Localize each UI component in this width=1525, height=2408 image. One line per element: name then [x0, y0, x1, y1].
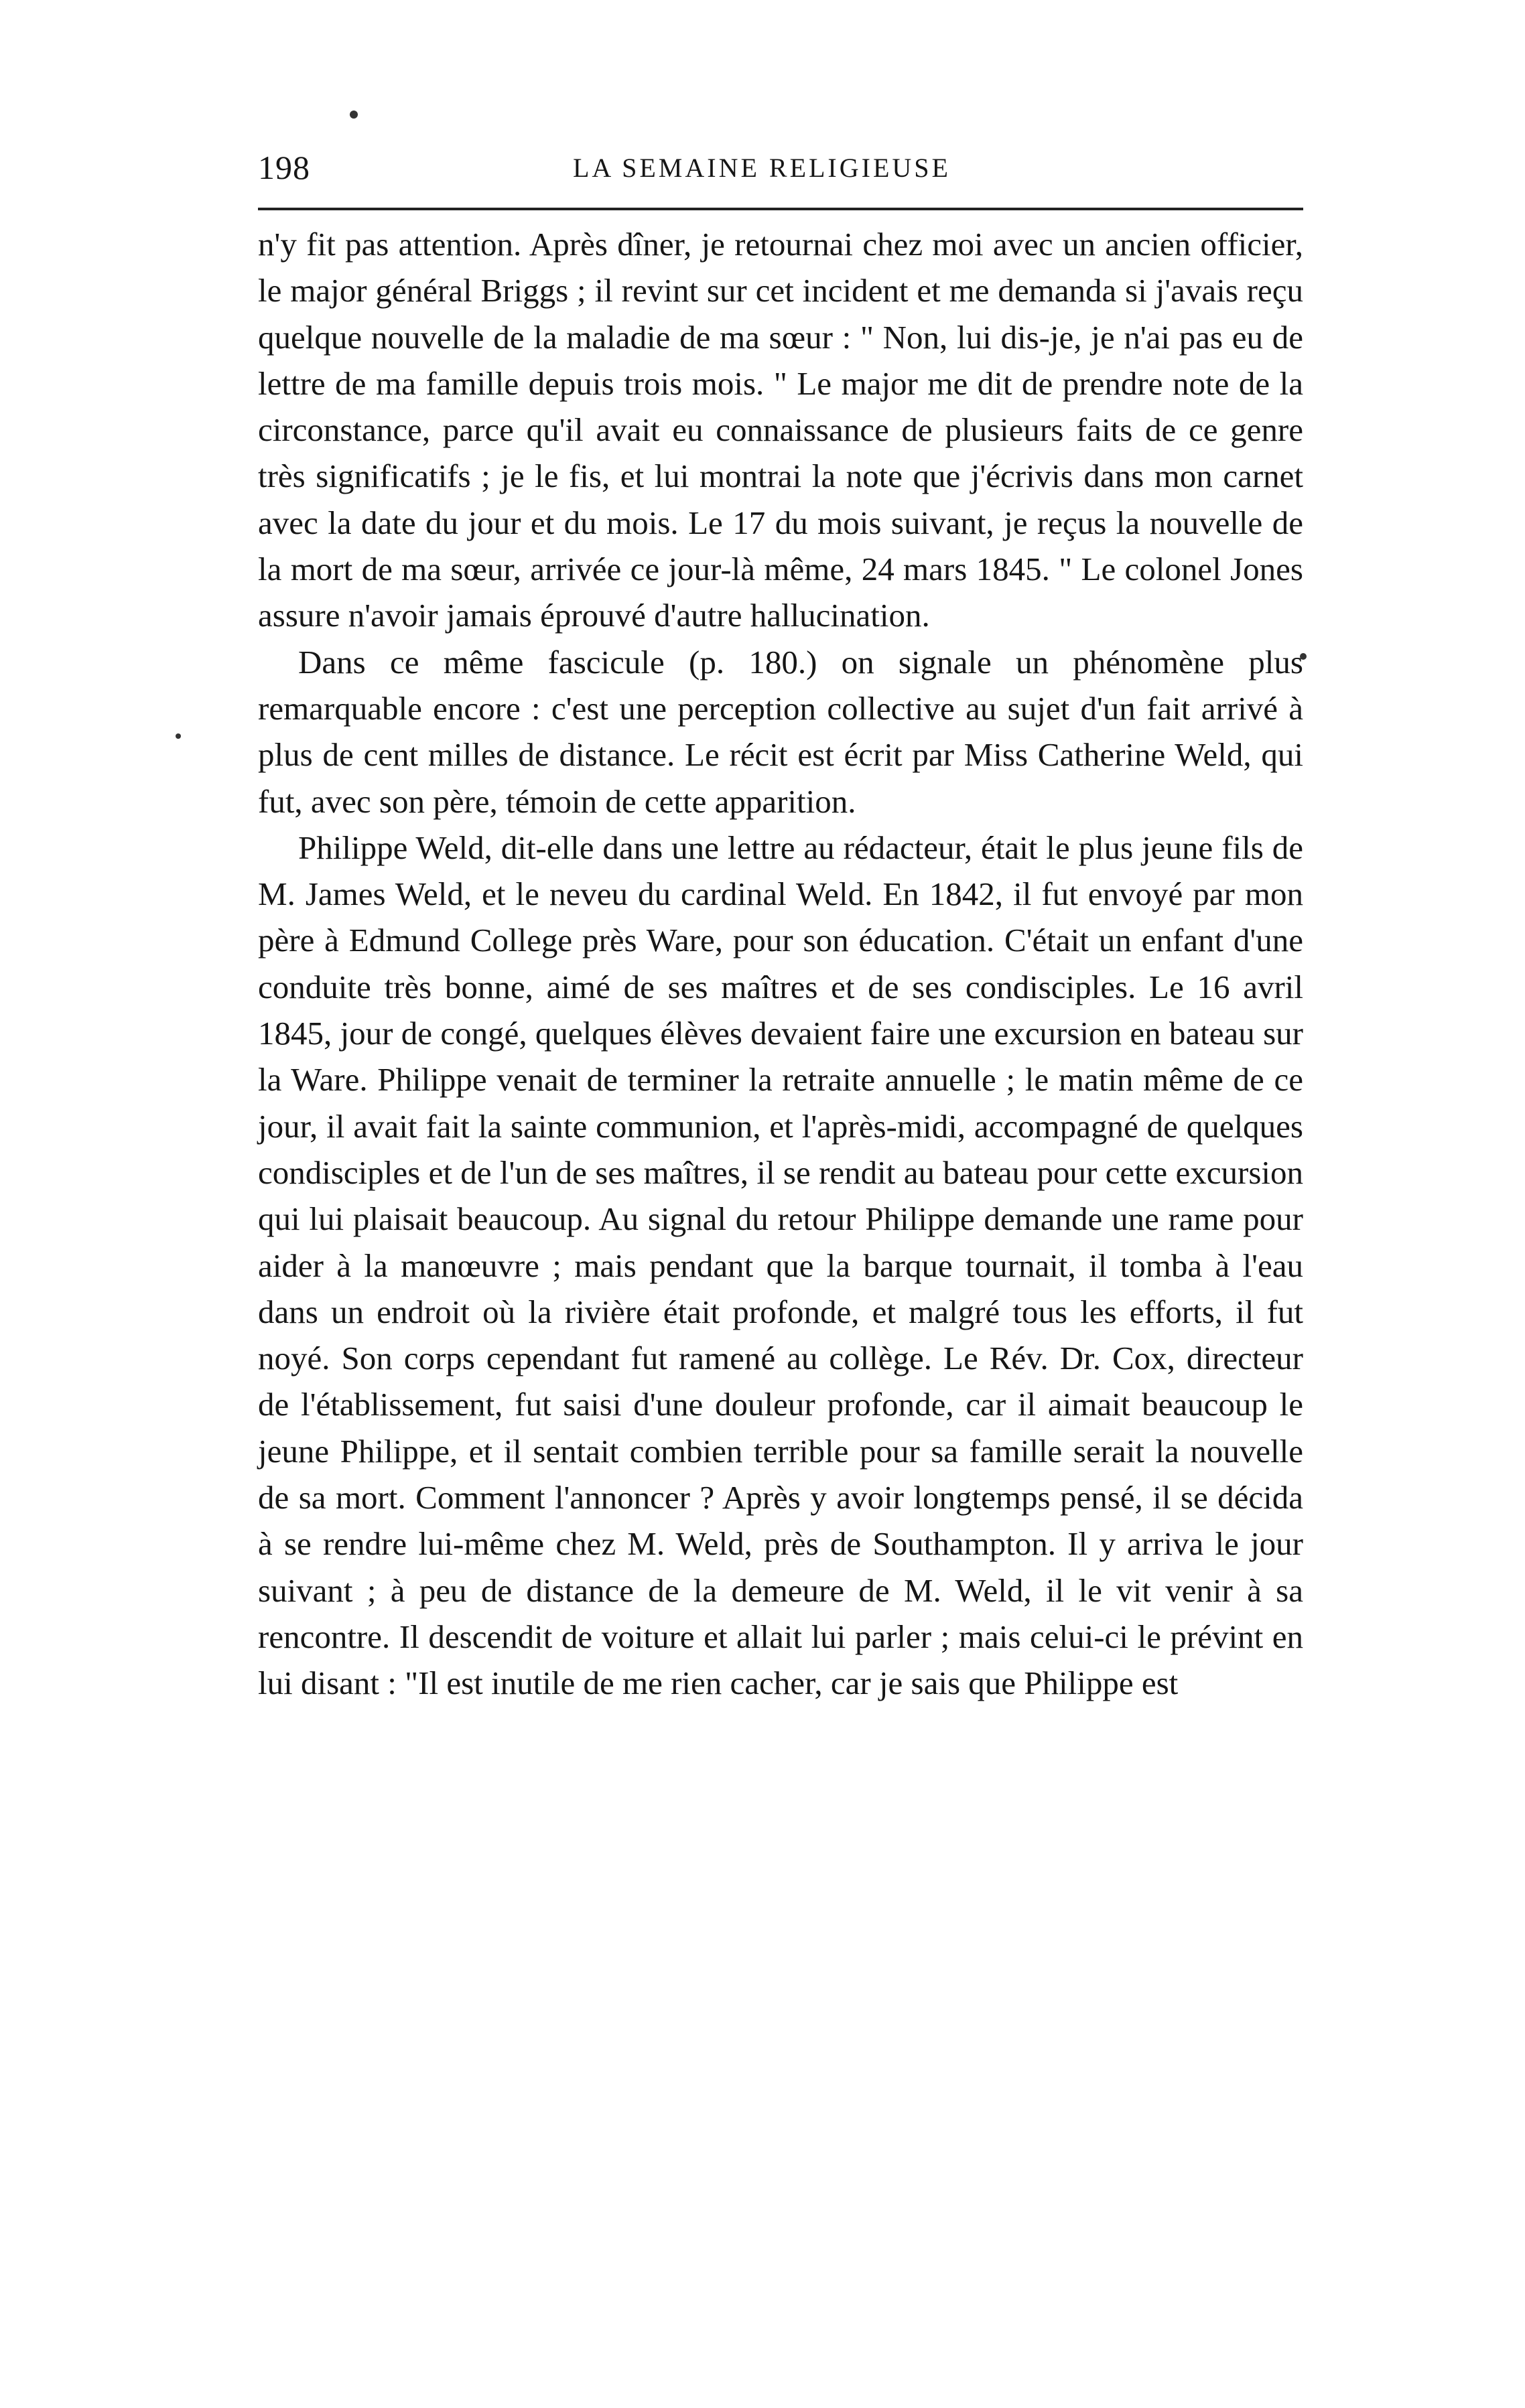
- header-rule: [258, 208, 1303, 210]
- body-text: [258, 221, 1303, 1707]
- paragraph: Philippe Weld, dit-elle dans une lettre au rédacteur, était le plus jeune fils de M. James Weld, et le neveu du cardinal Weld. En 1842, il fut envoyé par mon père à Edmund College près Ware, pour son éducation. C'était un enfant d'une conduite très bonne, aimé de ses maîtres et de ses condisciples. Le 16 avril 1845, jour de congé, quelques élèves devaient faire une excursion en bateau sur la Ware. Philippe venait de terminer la retraite annuelle ; le matin même de ce jour, il avait fait la sainte communion, et l'après-midi, accompagné de quelques condisciples et de l'un de ses maîtres, il se rendit au bateau pour cette excursion qui lui plaisait beaucoup. Au signal du retour Philippe demande une rame pour aider à la manœuvre ; mais pendant que la barque tournait, il tomba à l'eau dans un endroit où la rivière était profonde, et malgré tous les efforts, il fut noyé. Son corps cependant fut ramené au collège. Le Rév. Dr. Cox, directeur de l'établissement, fut saisi d'une douleur profonde, car il aimait beaucoup le jeune Philippe, et il sentait combien terrible pour sa famille serait la nouvelle de sa mort. Comment l'annoncer ? Après y avoir longtemps pensé, il se décida à se rendre lui-même chez M. Weld, près de Southampton. Il y arriva le jour suivant ; à peu de distance de la demeure de M. Weld, il le vit venir à sa rencontre. Il descendit de voiture et allait lui parler ; mais celui-ci le prévint en lui disant : "Il est inutile de me rien cacher, car je sais que Philippe est: [258, 829, 1303, 1702]
- paragraph-continued: n'y fit pas attention. Après dîner, je retournai chez moi avec un ancien officier, le major général Briggs ; il revint sur cet incident et me demanda si j'avais reçu quelque nouvelle de la maladie de ma sœur : " Non, lui dis-je, je n'ai pas eu de lettre de ma famille depuis trois mois. " Le major me dit de prendre note de la circonstance, parce qu'il avait eu connaissance de plusieurs faits de ce genre très significatifs ; je le fis, et lui montrai la note que j'écrivis dans mon carnet avec la date du jour et du mois. Le 17 du mois suivant, je reçus la nouvelle de la mort de ma sœur, arrivée ce jour-là même, 24 mars 1845. " Le colonel Jones assure n'avoir jamais éprouvé d'autre hallucination.: [258, 226, 1303, 634]
- page-header: [258, 144, 1303, 204]
- page-number: 198: [258, 149, 310, 186]
- running-title: LA SEMAINE RELIGIEUSE: [573, 153, 951, 183]
- paragraph: Dans ce même fascicule (p. 180.) on signale un phénomène plus remarquable encore : c'est une perception collective au sujet d'un fait arrivé à plus de cent milles de distance. Le récit est écrit par Miss Catherine Weld, qui fut, avec son père, témoin de cette apparition.: [258, 643, 1303, 820]
